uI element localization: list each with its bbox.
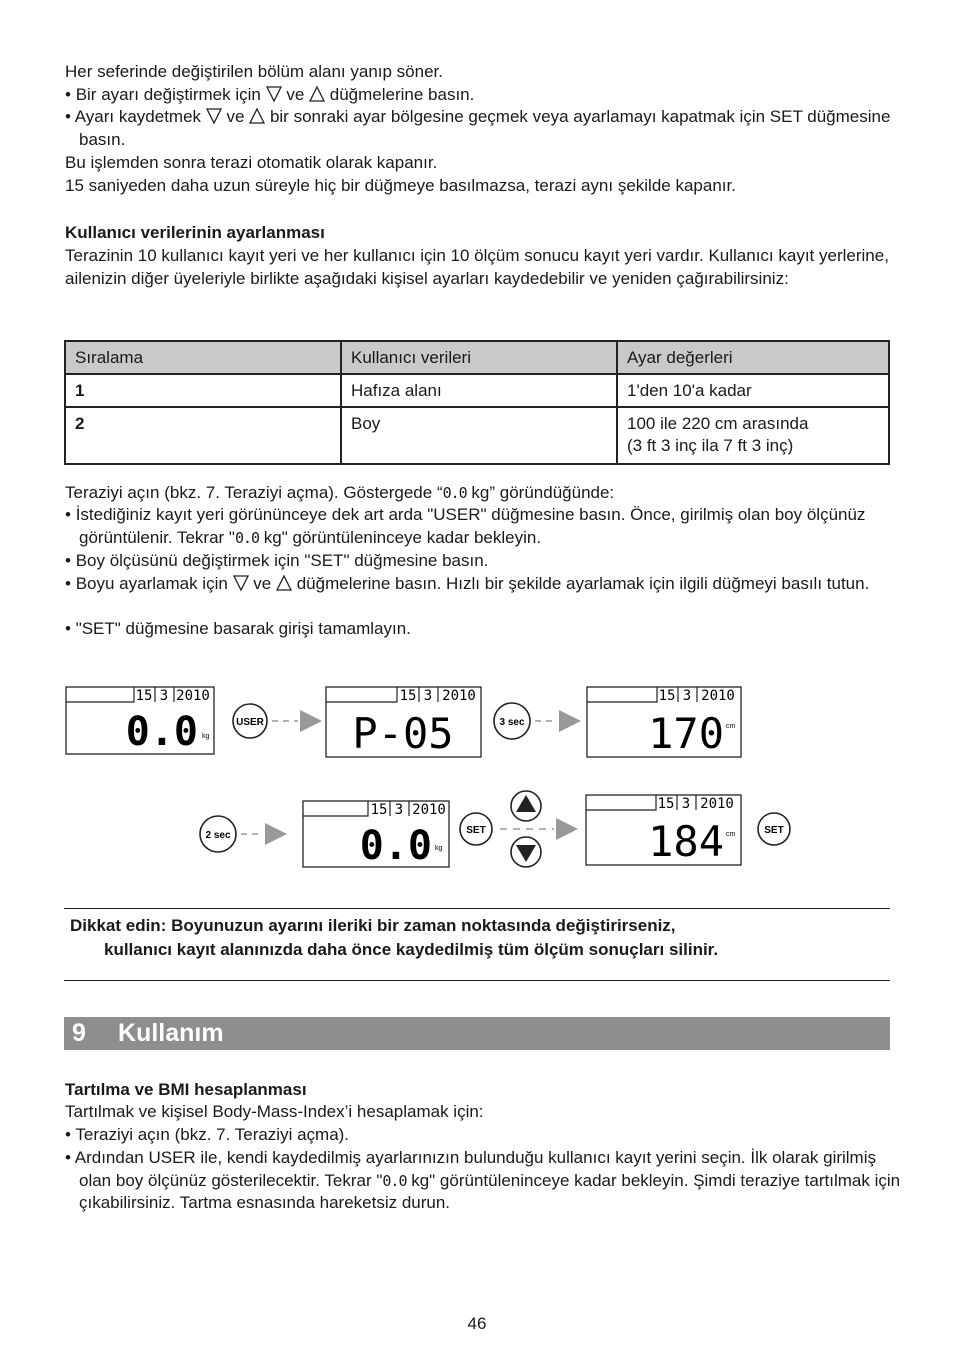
text: Teraziyi açın (bkz. 7. Teraziyi açma).: [75, 1125, 350, 1144]
weighing-bullet: • Teraziyi açın (bkz. 7. Teraziyi açma).: [65, 1125, 350, 1144]
date-month: 3: [159, 688, 169, 704]
user-data-heading: Kullanıcı verilerinin ayarlanması: [65, 223, 325, 242]
warning-line: kullanıcı kayıt alanınızda daha önce kaydedilmiş tüm ölçüm sonuçları silinir.: [104, 940, 719, 959]
table-header: Sıralama: [65, 341, 341, 374]
set-button-label: SET: [466, 825, 486, 836]
procedure-bullet: • "SET" düğmesine basarak girişi tamamlayın.: [65, 619, 411, 638]
display-unit: cm: [726, 723, 736, 730]
intro-line: Bu işlemden sonra terazi otomatik olarak kapanır.: [65, 153, 438, 172]
table-cell: 1'den 10'a kadar: [617, 374, 889, 407]
date-day: 15: [657, 796, 675, 812]
bullet-text: bir sonraki ayar bölgesine geçmek veya ayarlamayı kapatmak için SET düğmesine basın.: [79, 107, 891, 149]
display-value: P-05: [352, 709, 454, 758]
display-value: 0.0: [234, 528, 260, 547]
user-button-label: USER: [236, 717, 264, 728]
weighing-intro: Tartılmak ve kişisel Body-Mass-Index’i hesaplamak için:: [65, 1102, 484, 1121]
up-triangle-icon: [309, 85, 325, 103]
section-number: 9: [72, 1019, 86, 1047]
user-data-text: Terazinin 10 kullanıcı kayıt yeri ve her kullanıcı için 10 ölçüm sonucu kayıt yeri vardır. Kullanıcı kayıt yerlerine, ailenizin diğer üyeleriyle birlikte aşağıdaki kişisel ayarları kaydedebilir ve yeniden çağırabilirsiniz:: [65, 246, 889, 288]
wait-2sec-badge: [200, 816, 236, 852]
display-value: 0.0: [442, 484, 467, 502]
scale-display-5: [586, 795, 741, 866]
procedure-bullet: • Boy ölçüsünü değiştirmek için "SET" düğmesine basın.: [65, 551, 489, 570]
scale-display-2: [326, 687, 481, 758]
date-month: 3: [423, 688, 433, 704]
table-cell: 1: [65, 374, 341, 407]
settings-table: [64, 340, 890, 465]
date-month: 3: [682, 688, 692, 704]
arrow-right-icon: [241, 823, 287, 845]
text: Teraziyi açın (bkz. 7. Teraziyi açma). Göstergede “: [65, 483, 443, 502]
table-cell: Hafıza alanı: [341, 374, 617, 407]
set-button[interactable]: [758, 813, 790, 845]
display-unit: kg: [202, 733, 210, 740]
cell-line: (3 ft 3 inç ila 7 ft 3 inç): [627, 436, 794, 455]
date-day: 15: [658, 688, 676, 704]
scale-display-4: [303, 801, 449, 869]
bullet-text: ve: [286, 85, 305, 104]
intro-line: 15 saniyeden daha uzun süreyle hiç bir düğmeye basılmazsa, terazi aynı şekilde kapanır.: [65, 176, 736, 195]
arrow-right-icon: [535, 710, 581, 732]
text: kg" görüntüleninceye kadar bekleyin.: [259, 527, 542, 547]
intro-line: Her seferinde değiştirilen bölüm alanı yanıp söner.: [65, 62, 443, 81]
weighing-bullet: • Ardından USER ile, kendi kaydedilmiş ayarlarınızın bulunduğu kullanıcı kayıt yerini seçin. İlk olarak girilmiş olan boy ölçünüz gösterilecektir. Tekrar "0.0 kg" görüntüleninceye kadar bekleyin. Şimdi teraziye tartılmak için çıkabilirsiniz. Tartma esnasında hareketsiz durun.: [65, 1148, 901, 1213]
table-header: Kullanıcı verileri: [341, 341, 617, 374]
table-header-row: [65, 341, 889, 374]
display-value: 0.0: [125, 709, 198, 755]
bullet-text: Ayarı kaydetmek: [74, 107, 202, 126]
cell-line: 100 ile 220 cm arasında: [627, 414, 809, 433]
down-triangle-icon: [266, 85, 282, 103]
date-month: 3: [681, 796, 691, 812]
down-button[interactable]: [511, 837, 541, 867]
procedure-bullet: • İstediğiniz kayıt yeri görününceye dek art arda "USER" düğmesine basın. Önce, girilmiş olan boy ölçünüz görüntülenir. Tekrar "0.0 kg" görüntüleninceye kadar bekleyin.: [65, 505, 866, 547]
wait-label: 3 sec: [499, 717, 525, 728]
set-button-label: SET: [764, 825, 784, 836]
display-unit: kg: [435, 845, 443, 852]
table-cell: [617, 407, 889, 464]
table-cell: Boy: [341, 407, 617, 464]
down-triangle-icon: [233, 574, 249, 592]
table-row: [65, 374, 889, 407]
display-value: 0.0: [382, 1171, 407, 1190]
scale-display-1: [66, 687, 214, 755]
set-button[interactable]: [460, 813, 492, 845]
text: İstediğiniz kayıt yeri görününceye dek art arda "USER" düğmesine basın. Önce, girilmiş olan boy ölçünüz görüntülenir. Tekrar ": [75, 505, 866, 547]
date-year: 2010: [701, 688, 735, 704]
text: Ardından USER ile, kendi kaydedilmiş ayarlarınızın bulunduğu kullanıcı kayıt yerini seçin. İlk olarak girilmiş olan boy ölçünüz gösterilecektir. Tekrar ": [74, 1148, 876, 1190]
date-year: 2010: [176, 688, 210, 704]
up-button[interactable]: [511, 791, 541, 821]
text: "SET" düğmesine basarak girişi tamamlayın.: [75, 619, 411, 638]
bullet-text: Bir ayarı değiştirmek için: [75, 85, 261, 104]
scale-display-3: [587, 687, 741, 758]
display-value: 0.0: [359, 823, 432, 869]
display-value: 170: [648, 709, 724, 758]
date-year: 2010: [700, 796, 734, 812]
bullet-text: ve: [226, 107, 245, 126]
text: kg" görüntüleninceye kadar bekleyin. Şimdi teraziye tartılmak için çıkabilirsiniz. Tartma esnasında hareketsiz durun.: [79, 1170, 901, 1213]
section-heading: [64, 1017, 890, 1050]
section-title: Kullanım: [118, 1019, 224, 1047]
user-button[interactable]: [233, 704, 267, 738]
date-day: 15: [135, 688, 153, 704]
procedure-intro: [65, 482, 890, 505]
wait-label: 2 sec: [205, 830, 231, 841]
arrow-right-icon: [272, 710, 322, 732]
text: Boy ölçüsünü değiştirmek için "SET" düğmesine basın.: [75, 551, 489, 570]
wait-3sec-badge: [494, 703, 530, 739]
warning-line: Dikkat edin: Boyunuzun ayarını ileriki bir zaman noktasında değiştirirseniz,: [70, 916, 676, 935]
text: ve: [253, 574, 272, 593]
display-value: 184: [648, 817, 724, 866]
divider: [64, 908, 890, 909]
arrow-right-icon: [500, 818, 578, 840]
date-day: 15: [370, 802, 388, 818]
up-triangle-icon: [249, 107, 265, 125]
date-year: 2010: [442, 688, 476, 704]
table-row: [65, 407, 889, 464]
display-unit: cm: [726, 831, 736, 838]
text: kg” göründüğünde:: [466, 483, 615, 502]
weighing-heading: Tartılma ve BMI hesaplanması: [65, 1080, 307, 1099]
intro-bullet-save: • Ayarı kaydetmek ve bir sonraki ayar bölgesine geçmek veya ayarlamayı kapatmak için SET düğmesine basın.: [65, 107, 891, 149]
divider: [64, 980, 890, 981]
text: düğmelerine basın. Hızlı bir şekilde ayarlamak için ilgili düğmeyi basılı tutun.: [296, 574, 870, 593]
page-number: 46: [467, 1314, 487, 1333]
display-sequence-diagram: [60, 682, 800, 872]
table-cell: 2: [65, 407, 341, 464]
date-year: 2010: [412, 802, 446, 818]
procedure-bullet: • Boyu ayarlamak için ve düğmelerine basın. Hızlı bir şekilde ayarlamak için ilgili düğmeyi basılı tutun.: [65, 574, 870, 593]
date-month: 3: [394, 802, 404, 818]
text: Boyu ayarlamak için: [75, 574, 228, 593]
table-header: Ayar değerleri: [617, 341, 889, 374]
intro-bullet-change: • Bir ayarı değiştirmek için ve düğmelerine basın.: [65, 85, 475, 104]
down-triangle-icon: [206, 107, 222, 125]
up-triangle-icon: [276, 574, 292, 592]
date-day: 15: [399, 688, 417, 704]
bullet-text: düğmelerine basın.: [329, 85, 475, 104]
